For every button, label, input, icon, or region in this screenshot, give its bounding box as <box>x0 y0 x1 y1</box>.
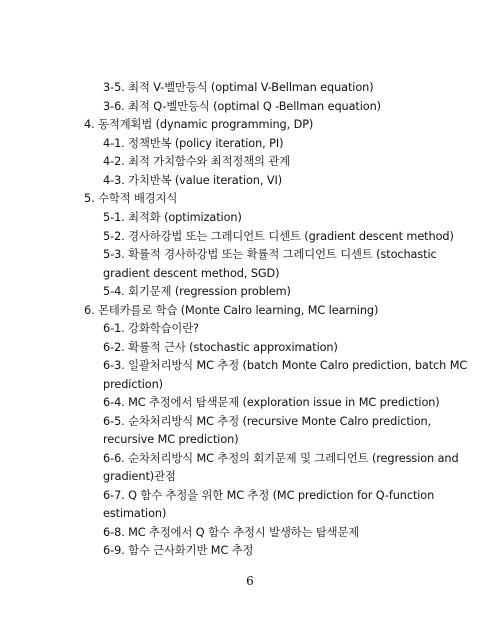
toc-entry-5-2: 5-2. 경사하강법 또는 그레디언트 디센트 (gradient descent method) <box>103 230 454 243</box>
toc-entry-6-9: 6-9. 함수 근사화기반 MC 추정 <box>103 544 254 557</box>
toc-entry-5-1: 5-1. 최적화 (optimization) <box>103 211 242 224</box>
toc-entry-3-5: 3-5. 최적 V-벨만등식 (optimal V-Bellman equation) <box>103 81 374 94</box>
toc-entry-6-7: 6-7. Q 함수 추정을 위한 MC 추정 (MC prediction for Q-function <box>103 489 435 502</box>
toc-entry-4-1: 4-1. 정책반복 (policy iteration, PI) <box>103 137 284 150</box>
toc-entry-5-4: 5-4. 회기문제 (regression problem) <box>103 285 291 298</box>
toc-entry-3-6: 3-6. 최적 Q-벨만등식 (optimal Q -Bellman equation) <box>103 100 381 113</box>
toc-entry-5-3: 5-3. 확률적 경사하강법 또는 확률적 그레디언트 디센트 (stochastic <box>103 248 437 261</box>
toc-entry-5-3-continued: gradient descent method, SGD) <box>103 267 280 280</box>
toc-entry-6-6: 6-6. 순차처리방식 MC 추정의 회기문제 및 그레디언트 (regression and <box>103 452 459 465</box>
toc-entry-6-8: 6-8. MC 추정에서 Q 함수 추정시 발생하는 탐색문제 <box>103 526 360 539</box>
toc-entry-6-2: 6-2. 확률적 근사 (stochastic approximation) <box>103 341 338 354</box>
toc-entry-6-7-continued: estimation) <box>103 507 167 520</box>
toc-entry-4-2: 4-2. 최적 가치함수와 최적정책의 관계 <box>103 155 290 168</box>
toc-entry-4-3: 4-3. 가치반복 (value iteration, VI) <box>103 174 283 187</box>
toc-entry-6-5-continued: recursive MC prediction) <box>103 433 239 446</box>
toc-entry-6-3-continued: prediction) <box>103 378 163 391</box>
toc-entry-6-1: 6-1. 강화학습이란? <box>103 322 199 335</box>
page-number: 6 <box>246 574 254 588</box>
toc-entry-6-3: 6-3. 일괄처리방식 MC 추정 (batch Monte Calro prediction, batch MC <box>103 359 468 372</box>
toc-entry-6-6-continued: gradient)관점 <box>103 470 176 483</box>
toc-entry-6-5: 6-5. 순차처리방식 MC 추정 (recursive Monte Calro prediction, <box>103 415 432 428</box>
toc-section-4: 4. 동적계획법 (dynamic programming, DP) <box>84 118 314 131</box>
toc-section-5: 5. 수학적 배경지식 <box>84 192 178 205</box>
toc-section-6: 6. 몬테카를로 학습 (Monte Calro learning, MC learning) <box>84 304 379 317</box>
toc-entry-6-4: 6-4. MC 추정에서 탐색문제 (exploration issue in MC prediction) <box>103 396 440 409</box>
